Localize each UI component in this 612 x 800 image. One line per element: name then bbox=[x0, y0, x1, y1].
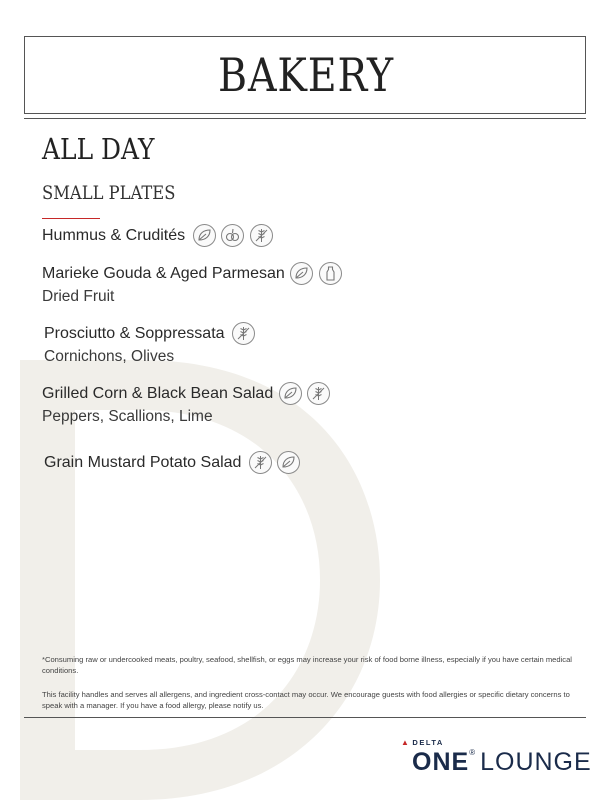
section-title: ALL DAY bbox=[42, 132, 155, 166]
leaf-icon bbox=[277, 451, 300, 474]
gluten-free-icon bbox=[250, 224, 273, 247]
menu-item bbox=[42, 262, 343, 306]
allergen-footnote: This facility handles and serves all allergens, and ingredient cross-contact may occur. We encourage guests with food allergies or specific dietary concerns to speak with a manager. If you have a food allergy, please notify us. bbox=[42, 690, 570, 710]
logo-one: ONE bbox=[412, 748, 470, 776]
leaf-icon bbox=[193, 224, 216, 247]
brand-name: DELTA bbox=[412, 738, 444, 747]
menu-item bbox=[42, 224, 274, 247]
plant-based-icon bbox=[221, 224, 244, 247]
dairy-icon bbox=[319, 262, 342, 285]
gluten-free-icon bbox=[307, 382, 330, 405]
menu-item bbox=[44, 451, 301, 474]
delta-triangle-icon: ▲ bbox=[401, 738, 411, 747]
leaf-icon bbox=[290, 262, 313, 285]
watermark-d-logo bbox=[0, 300, 400, 800]
food-safety-footnote: *Consuming raw or undercooked meats, poultry, seafood, shellfish, or eggs may increase your risk of food borne illness, especially if you have certain medical conditions. bbox=[42, 655, 572, 675]
gluten-free-icon bbox=[232, 322, 255, 345]
menu-item bbox=[44, 322, 256, 366]
delta-one-lounge-logo bbox=[412, 748, 592, 777]
item-description: Dried Fruit bbox=[42, 288, 115, 305]
item-name: Grilled Corn & Black Bean Salad bbox=[42, 384, 274, 402]
item-description: Peppers, Scallions, Lime bbox=[42, 408, 213, 425]
item-name: Prosciutto & Soppressata bbox=[44, 324, 225, 342]
menu-item bbox=[42, 382, 331, 426]
accent-divider bbox=[42, 218, 100, 219]
gluten-free-icon bbox=[249, 451, 272, 474]
leaf-icon bbox=[279, 382, 302, 405]
delta-brand-mark bbox=[401, 738, 444, 747]
item-name: Hummus & Crudités bbox=[42, 226, 186, 244]
subsection-title: SMALL PLATES bbox=[42, 182, 176, 204]
logo-lounge: LOUNGE bbox=[480, 748, 592, 776]
logo-registered: ® bbox=[469, 748, 477, 757]
page-title: BAKERY bbox=[218, 48, 394, 102]
item-description: Cornichons, Olives bbox=[44, 348, 175, 365]
item-name: Grain Mustard Potato Salad bbox=[44, 453, 242, 471]
item-name: Marieke Gouda & Aged Parmesan bbox=[42, 264, 285, 282]
bottom-divider bbox=[24, 717, 586, 718]
